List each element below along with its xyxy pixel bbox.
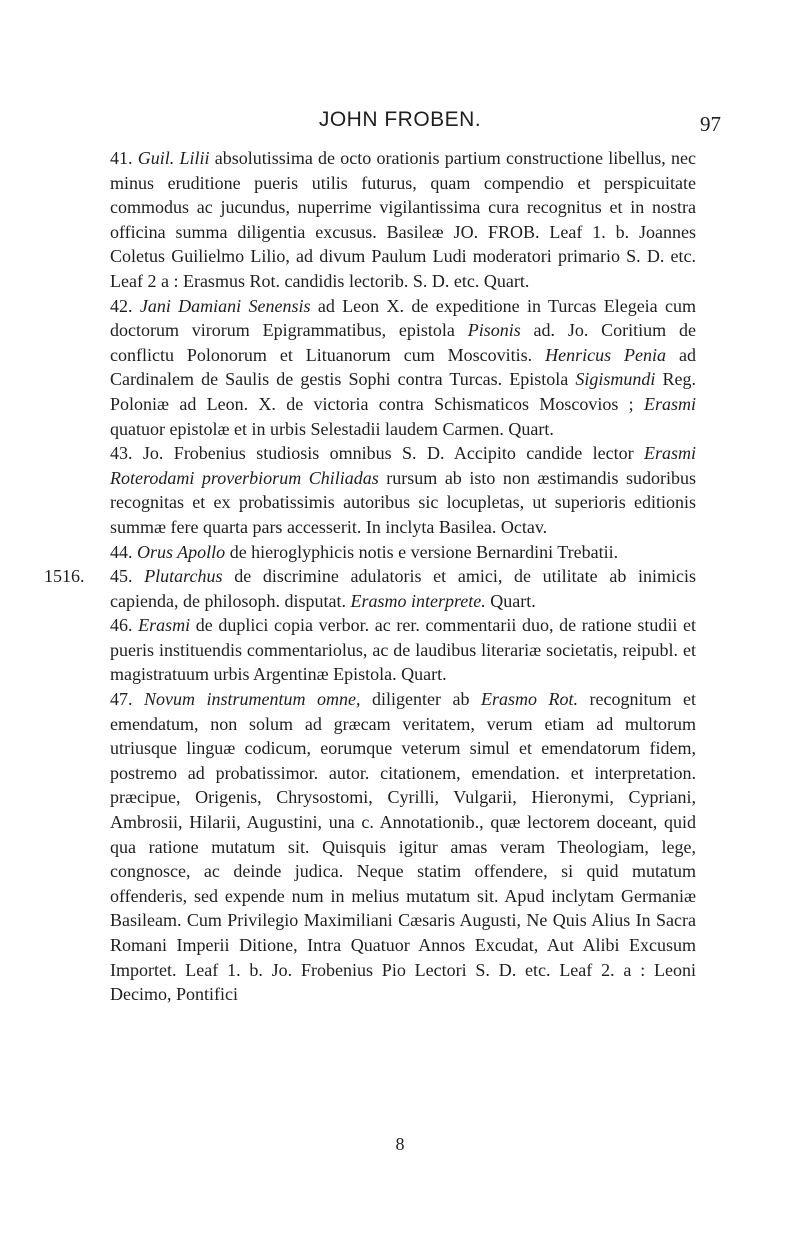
italic-title-text: Erasmo Rot. bbox=[481, 689, 579, 710]
italic-title-text: Erasmi Roterodami proverbiorum Chiliadas bbox=[110, 443, 696, 488]
entry-text: 47. bbox=[110, 689, 145, 710]
catalogue-text bbox=[110, 146, 696, 1007]
entry-text: 43. Jo. Frobenius studiosis omnibus S. D. Accipito candide lector bbox=[110, 443, 644, 464]
italic-title-text: Erasmi bbox=[138, 615, 191, 636]
running-head bbox=[0, 108, 800, 142]
entry-text: ad Cardinalem de Saulis de gestis Sophi contra Turcas. Epistola bbox=[110, 344, 696, 390]
italic-title-text: Novum instrumentum omne bbox=[144, 689, 357, 710]
entry-text: 44. bbox=[110, 541, 137, 562]
entry-text: absolutissima de octo orationis partium constructione libellus, nec minus eruditione pueris utilis futurus, quam compendio et perspicuitate commodus ac jucundus, nuperrime vigilantissima cura recognitus et in nostra officina summa diligentia excusus. Basileæ JO. FROB. Leaf 1. b. Joannes Coletus Guilielmo Lilio, ad divum Paulum Ludi moderatori primario S. D. etc. Leaf 2 a : Erasmus Rot. candidis lectorib. S. D. etc. Quart. bbox=[110, 148, 697, 291]
margin-year-note: 1516. bbox=[44, 566, 85, 586]
signature-mark: 8 bbox=[395, 1134, 405, 1154]
running-title: JOHN FROBEN. bbox=[318, 108, 482, 131]
entry-text: 45. bbox=[110, 566, 145, 587]
entry-text: de discrimine adulatoris et amici, de utilitate ab inimicis capienda, de philosoph. disputat. bbox=[110, 566, 697, 611]
page-number: 97 bbox=[700, 112, 721, 136]
entry-text: Quart. bbox=[485, 590, 536, 611]
entry-text: ad. Jo. Coritium de conflictu Polonorum et Lituanorum cum Moscovitis. bbox=[110, 320, 696, 365]
italic-title-text: Erasmi bbox=[643, 393, 696, 414]
catalogue-entry-44 bbox=[110, 540, 696, 565]
entry-text: quatuor epistolæ et in urbis Selestadii laudem Carmen. Quart. bbox=[110, 418, 554, 439]
entry-text: de hieroglyphicis notis e versione Bernardini Trebatii. bbox=[225, 541, 619, 562]
entry-text: ad Leon X. de expeditione in Turcas Elegeia cum doctorum virorum Epigrammatibus, epistola bbox=[110, 295, 697, 341]
italic-title-text: Orus Apollo bbox=[137, 541, 226, 562]
catalogue-entry-43 bbox=[110, 441, 696, 539]
italic-title-text: Henricus Penia bbox=[545, 344, 667, 365]
catalogue-entry-46 bbox=[110, 613, 696, 687]
entry-text: recognitum et emendatum, non solum ad græcam veritatem, verum etiam ad multorum utriusque linguæ codicum, eorumque veterum simul et emendatorum fidem, postremo ad probatissimor. autor. citationem, emendation. et interpretation. præcipue, Origenis, Chrysostomi, Cyrilli, Vulgarii, Hieronymi, Cypriani, Ambrosii, Hilarii, Augustini, una c. Annotationib., quæ lectorem doceant, quid qua ratione mutatum sit. Quisquis igitur amas veram Theologiam, lege, congnosce, ac deinde judica. Neque statim offendere, si quid mutatum offenderis, sed expende num in melius mutatum sit. Apud inclytam Germaniæ Basileam. Cum Privilegio Maximiliani Cæsaris Augusti, Ne Quis Alius In Sacra Romani Imperii Ditione, Intra Quatuor Annos Excudat, Aut Alibi Excusum Importet. Leaf 1. b. Jo. Frobenius Pio Lectori S. D. etc. Leaf 2. a : Leoni Decimo, Pontifici bbox=[110, 689, 697, 1005]
entry-text: 42. bbox=[110, 295, 140, 316]
catalogue-entry-45 bbox=[110, 564, 696, 613]
italic-title-text: Sigismundi bbox=[575, 369, 656, 390]
catalogue-entry-47 bbox=[110, 687, 696, 1007]
catalogue-entry-42 bbox=[110, 294, 696, 442]
entry-text: rursum ab isto non æstimandis sudoribus recognitas et ex probatissimis autoribus sic locupletas, ut superioris editionis summæ fere quarta pars accesserit. In inclyta Basilea. Octav. bbox=[110, 467, 696, 537]
italic-title-text: Pisonis bbox=[467, 320, 521, 341]
italic-title-text: Erasmo interprete. bbox=[350, 590, 486, 611]
entry-text: de duplici copia verbor. ac rer. commentarii duo, de ratione studii et pueris instituendis commentariolus, ac de laudibus literariæ societatis, reipubl. et magistratuum urbis Argentinæ Epistola. Quart. bbox=[110, 615, 697, 685]
entry-text: , diligenter ab bbox=[356, 689, 482, 710]
entry-text: 41. bbox=[110, 148, 138, 168]
entry-text: Reg. Poloniæ ad Leon. X. de victoria contra Schismaticos Moscovios ; bbox=[110, 369, 697, 414]
entry-text: 46. bbox=[110, 615, 139, 636]
italic-title-text: Plutarchus bbox=[144, 566, 223, 587]
italic-title-text: Jani Damiani Senensis bbox=[139, 295, 311, 316]
italic-title-text: Guil. Lilii bbox=[137, 148, 210, 168]
catalogue-entry-41 bbox=[110, 146, 696, 294]
